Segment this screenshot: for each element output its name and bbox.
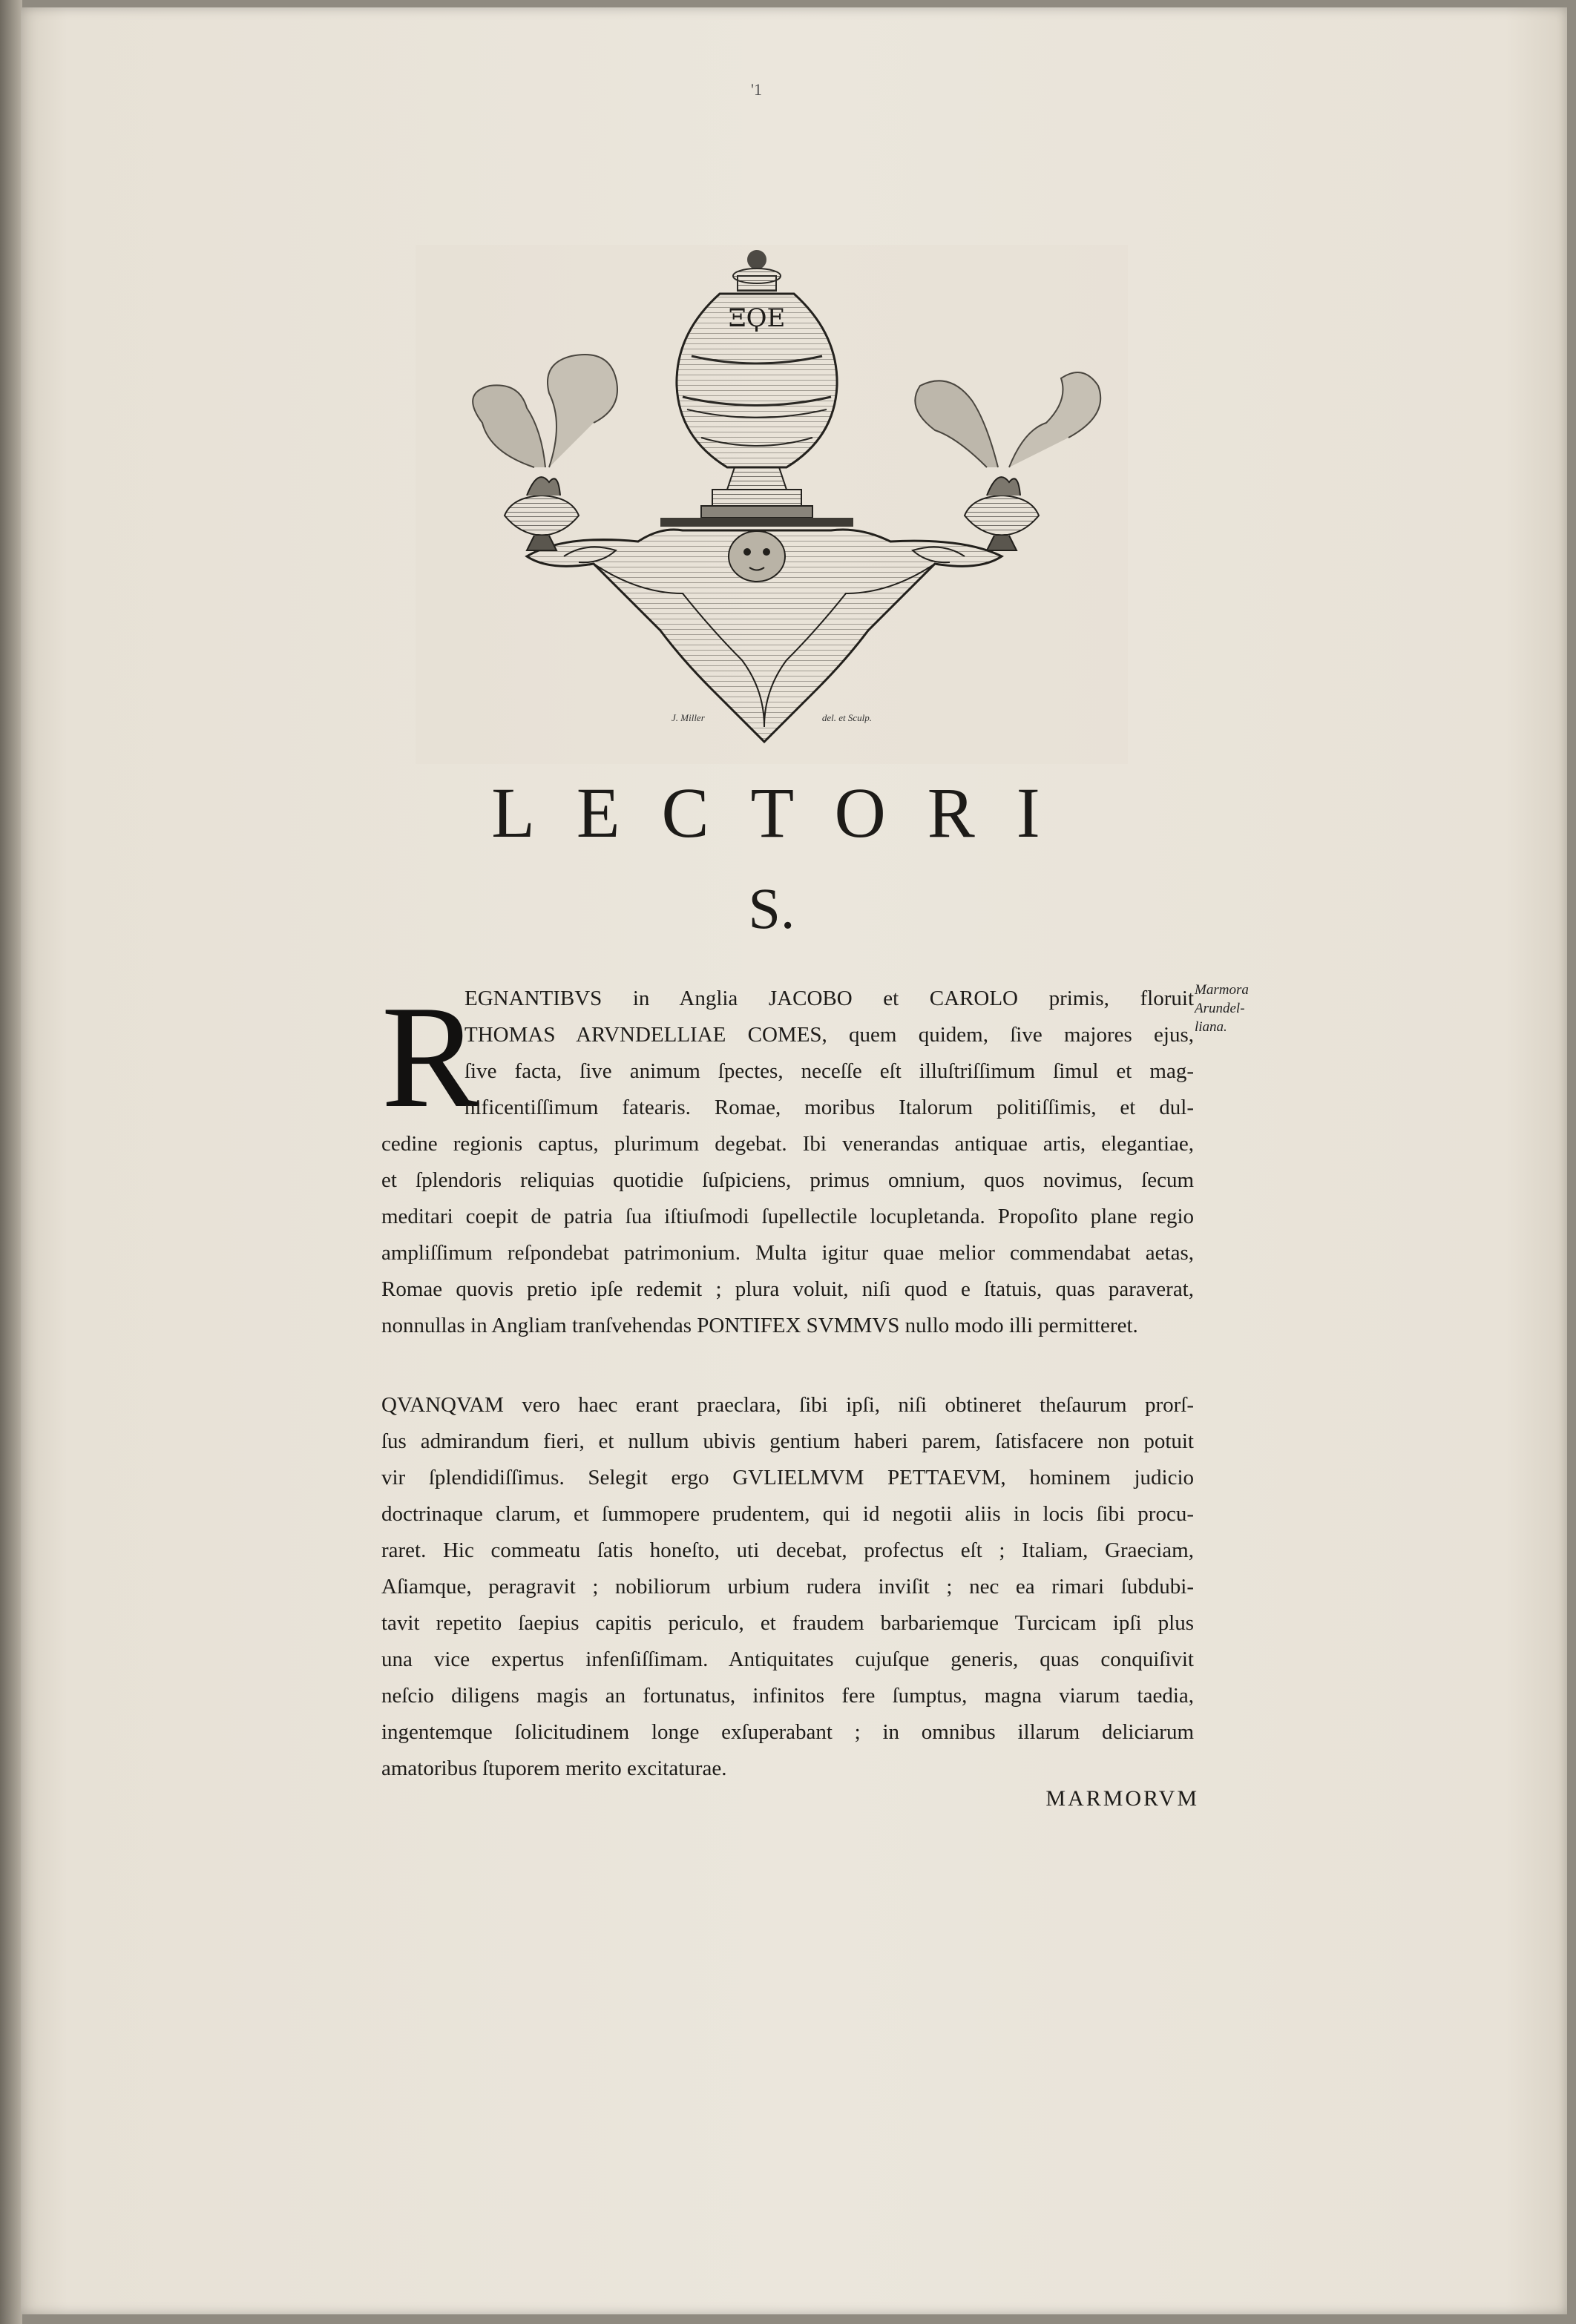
- catchword: MARMORVM: [1045, 1786, 1199, 1811]
- engraver-credit: [672, 712, 872, 730]
- text-line: meditari coepit de patria ſua iſtiuſmodi ſupellectile locupletanda. Propoſito plane regio: [381, 1205, 1194, 1228]
- marginal-note-line: liana.: [1195, 1019, 1227, 1035]
- marginal-note-line: Marmora: [1195, 982, 1249, 998]
- text-line: ingentemque ſolicitudinem longe exſuperabant ; in omnibus illarum deliciarum: [381, 1720, 1194, 1744]
- text-line: ſive facta, ſive animum ſpectes, neceſſe eſt illuſtriſſimum ſimul et mag-: [464, 1059, 1194, 1083]
- engraver-credit-right: del. et Sculp.: [821, 712, 872, 723]
- text-line: raret. Hic commeatu ſatis honeſto, uti decebat, profectus eſt ; Italiam, Graeciam,: [381, 1538, 1194, 1562]
- engraved-vignette: [416, 245, 1128, 764]
- text-line: THOMAS ARVNDELLIAE COMES, quem quidem, ſive majores ejus,: [464, 1023, 1194, 1047]
- marginal-note: [1195, 981, 1276, 1036]
- text-line: nificentiſſimum fatearis. Romae, moribus Italorum politiſſimis, et dul-: [464, 1096, 1194, 1119]
- page-subtitle: S.: [748, 876, 795, 941]
- text-line: ſus admirandum fieri, et nullum ubivis gentium haberi parem, ſatisfacere non potuit: [381, 1429, 1194, 1453]
- paragraph-1: [381, 975, 1194, 1344]
- marginal-note-line: Arundel-: [1195, 1001, 1245, 1016]
- page-mark: '1: [751, 80, 762, 99]
- page-title: LECTORI: [491, 773, 1082, 852]
- engraver-credit-left: J. Miller: [672, 712, 705, 723]
- text-line: amatoribus ſtuporem merito excitaturae.: [381, 1757, 727, 1780]
- text-line: cedine regionis captus, plurimum degebat. Ibi venerandas antiquae artis, elegantiae,: [381, 1132, 1194, 1156]
- urn-inscription: ΞϘΕ: [728, 303, 786, 333]
- paragraph-2: [381, 1387, 1194, 1787]
- text-line: nonnullas in Angliam tranſvehendas PONTIFEX SVMMVS nullo modo illi permitteret.: [381, 1314, 1138, 1337]
- text-line: tavit repetito ſaepius capitis periculo, et fraudem barbariemque Turcicam ipſi plus: [381, 1611, 1194, 1635]
- text-line: Romae quovis pretio ipſe redemit ; plura voluit, niſi quod e ſtatuis, quas paraverat,: [381, 1277, 1194, 1301]
- text-line: una vice expertus infenſiſſimam. Antiquitates cujuſque generis, quas conquiſivit: [381, 1647, 1194, 1671]
- text-line: neſcio diligens magis an fortunatus, infinitos fere ſumptus, magna viarum taedia,: [381, 1684, 1194, 1708]
- book-gutter-edge: [0, 0, 22, 2324]
- text-line: vir ſplendidiſſimus. Selegit ergo GVLIELMVM PETTAEVM, hominem judicio: [381, 1466, 1194, 1489]
- text-line: et ſplendoris reliquias quotidie ſuſpiciens, primus omnium, quos novimus, ſecum: [381, 1168, 1194, 1192]
- text-line: EGNANTIBVS in Anglia JACOBO et CAROLO primis, floruit: [464, 987, 1194, 1010]
- text-line: Aſiamque, peragravit ; nobiliorum urbium rudera inviſit ; nec ea rimari ſubdubi-: [381, 1575, 1194, 1599]
- drop-cap: R: [381, 975, 480, 1138]
- text-line: doctrinaque clarum, et ſummopere prudentem, qui id negotii aliis in locis ſibi procu-: [381, 1502, 1194, 1526]
- text-line: ampliſſimum reſpondebat patrimonium. Multa igitur quae melior commendabat aetas,: [381, 1241, 1194, 1265]
- text-line: QVANQVAM vero haec erant praeclara, ſibi ipſi, niſi obtineret theſaurum prorſ-: [381, 1393, 1194, 1417]
